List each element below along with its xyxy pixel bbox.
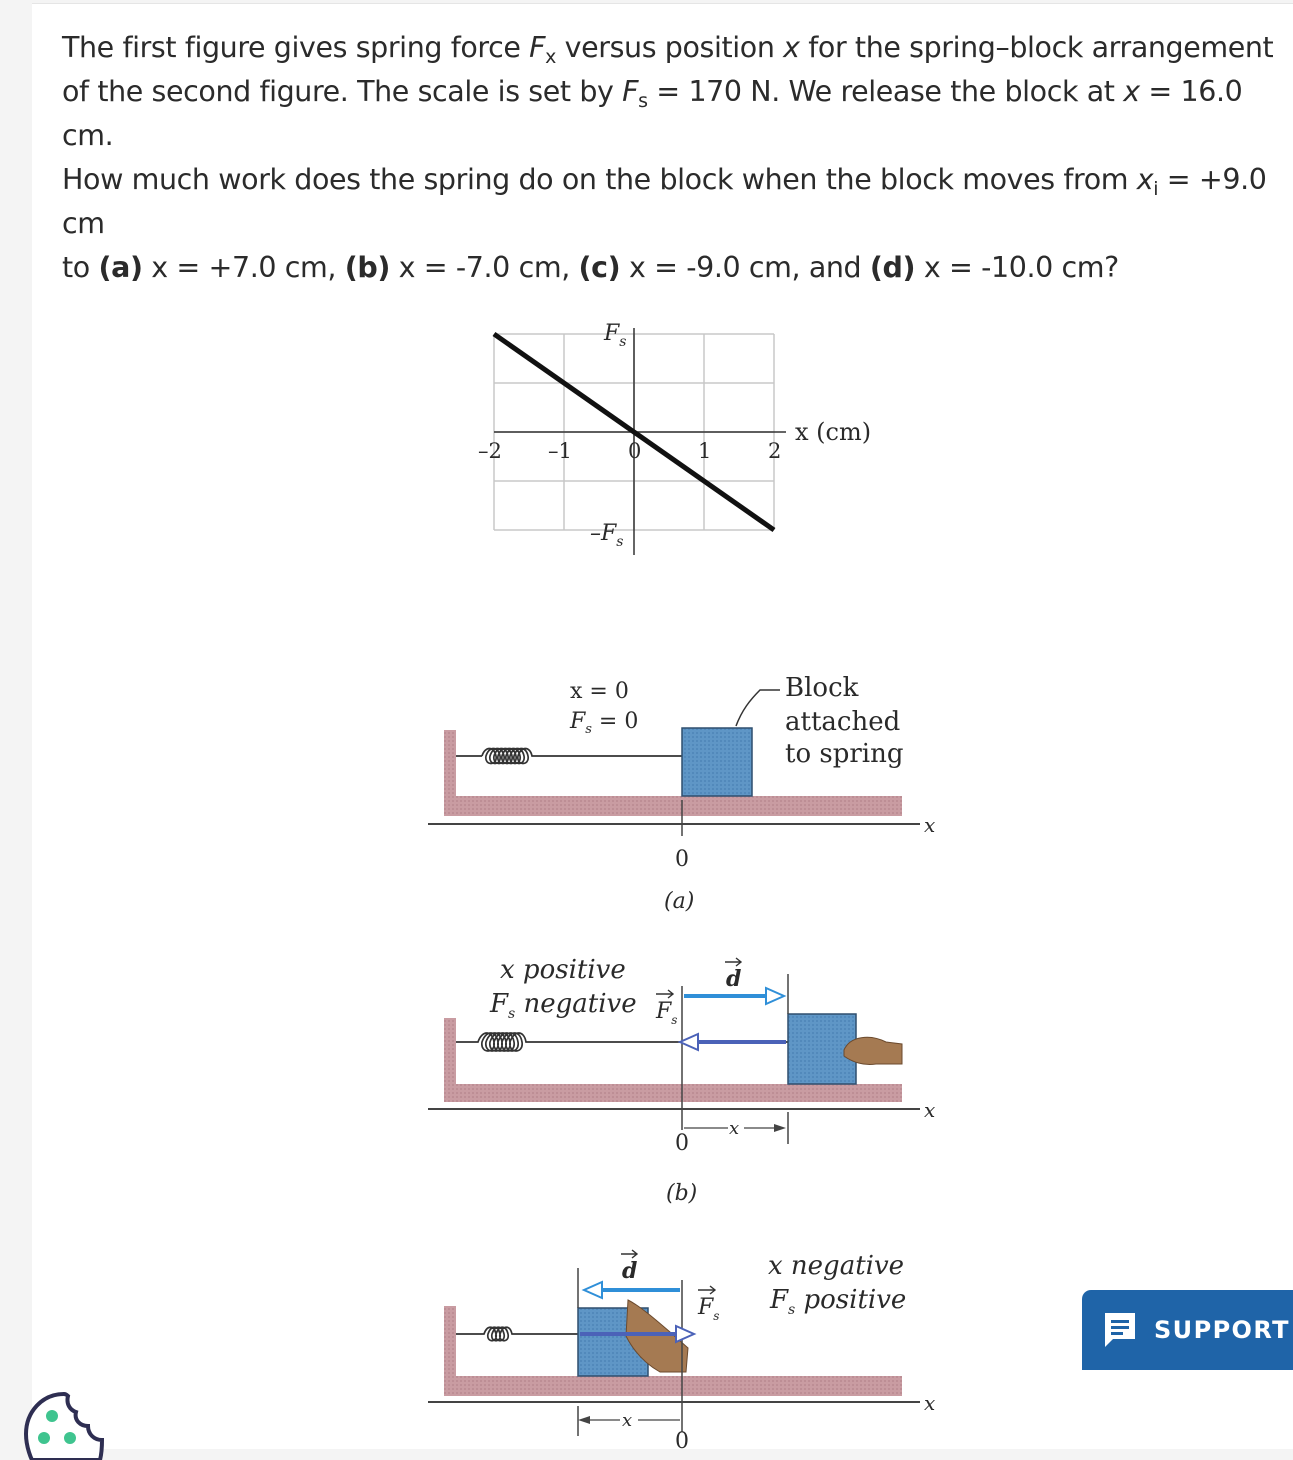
panel-b xyxy=(428,955,935,1206)
x-tick-label: 2 xyxy=(768,439,782,463)
x-tick-label: –2 xyxy=(478,439,502,463)
fs-label-c: $F_s$ xyxy=(698,1295,720,1323)
panel-c xyxy=(428,1250,935,1449)
spring-a xyxy=(456,749,682,764)
graph-x-ticks xyxy=(478,439,781,463)
x-tick-label: –1 xyxy=(548,439,572,463)
fs-bottom-label: $-F_s$ xyxy=(590,521,624,550)
fs-vector-mark-c xyxy=(698,1286,715,1294)
question-line-1: The first figure gives spring force $F_x$ versus position x for the spring–block arrangement xyxy=(62,31,1274,68)
x-positive-label: x positive xyxy=(500,955,626,985)
axis-label-c: x xyxy=(924,1391,936,1415)
x-tick-label: 0 xyxy=(628,439,642,463)
support-label: SUPPORT xyxy=(1154,1316,1290,1344)
d-label-b: d xyxy=(726,966,742,992)
top-divider xyxy=(32,3,1293,4)
block-label-line-3: to spring xyxy=(785,739,904,769)
question-line-3: How much work does the spring do on the block when the block moves from $x_i = +9.0$ cm xyxy=(62,163,1267,240)
force-arrowhead-c xyxy=(676,1326,694,1342)
zero-label-b: 0 xyxy=(675,1131,689,1156)
spring-c xyxy=(456,1327,578,1341)
fs-label-b: $F_s$ xyxy=(656,999,678,1027)
fs-top-label: $F_s$ xyxy=(604,321,627,350)
zero-label-a: 0 xyxy=(675,847,689,872)
x-tick-label: 1 xyxy=(698,439,712,463)
displacement-arrowhead-c xyxy=(584,1282,602,1298)
fs-equals-zero: $F_s = 0$ xyxy=(570,709,639,737)
d-label-c: d xyxy=(622,1258,638,1284)
caption-b: (b) xyxy=(666,1181,698,1206)
floor-c xyxy=(444,1376,902,1396)
x-span-label-b: x xyxy=(729,1118,740,1139)
hand-b xyxy=(844,1037,902,1064)
fs-negative-label: $F_s$ negative xyxy=(490,989,637,1022)
x-negative-label: x negative xyxy=(768,1251,905,1281)
question-text xyxy=(62,26,1287,290)
floor-b xyxy=(444,1084,902,1102)
x-axis-label: x (cm) xyxy=(795,418,872,446)
displacement-arrowhead-b xyxy=(766,988,784,1004)
x-span-arrowhead-c xyxy=(578,1416,590,1424)
d-vector-mark-b xyxy=(725,958,741,966)
force-position-graph xyxy=(460,300,900,570)
spring-block-diagram xyxy=(420,660,960,1449)
support-button[interactable] xyxy=(1082,1290,1293,1370)
caption-a: (a) xyxy=(664,889,695,914)
floor-a xyxy=(444,796,902,816)
zero-label-c: 0 xyxy=(675,1429,689,1449)
block-label-line-1: Block xyxy=(785,673,859,703)
fs-positive-label: $F_s$ positive xyxy=(770,1285,907,1318)
axis-label-a: x xyxy=(924,813,936,837)
chat-icon xyxy=(1102,1310,1138,1350)
panel-a xyxy=(428,673,935,914)
axis-label-b: x xyxy=(924,1098,936,1122)
block-a xyxy=(682,728,752,796)
question-line-2: of the second figure. The scale is set by $F_s = 170$ N. We release the block at x = 16.0 cm. xyxy=(62,75,1243,152)
question-line-4: to (a) x = +7.0 cm, (b) x = -7.0 cm, (c) x = -9.0 cm, and (d) x = -10.0 cm? xyxy=(62,251,1119,284)
block-label-leader xyxy=(736,690,780,726)
fs-vector-mark-b xyxy=(656,990,673,998)
wall-c xyxy=(444,1306,456,1388)
x-span-arrowhead-b xyxy=(774,1124,786,1132)
cookie-settings-icon[interactable] xyxy=(22,1390,106,1460)
x-equals-zero: x = 0 xyxy=(570,679,629,704)
d-vector-mark-c xyxy=(621,1250,637,1258)
block-label-line-2: attached xyxy=(785,707,901,737)
x-span-label-c: x xyxy=(622,1410,633,1431)
